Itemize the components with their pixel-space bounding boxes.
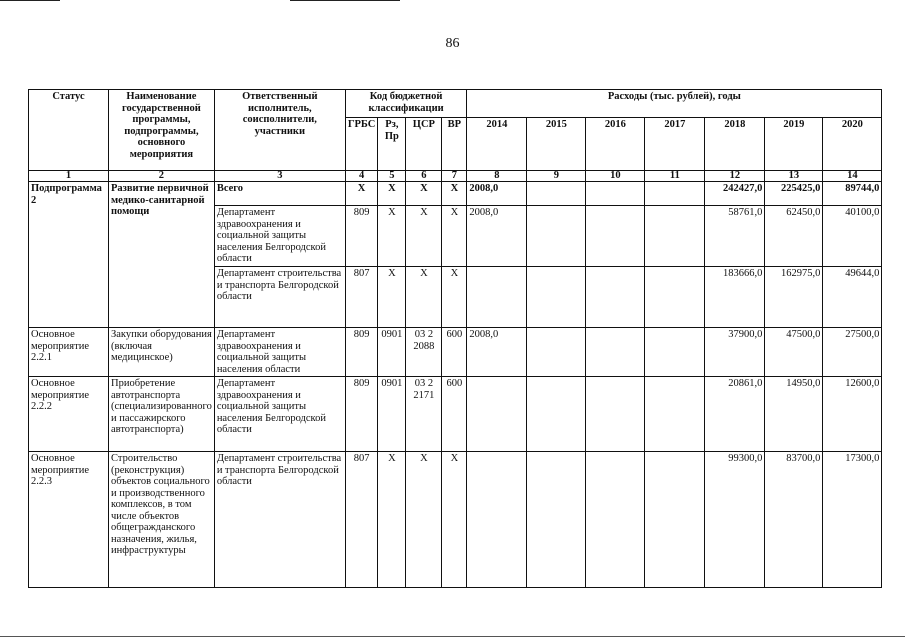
vr-cell: X [442,206,467,267]
header-year-2020: 2020 [823,118,882,171]
vr-cell: X [442,182,467,206]
table-row [29,377,882,452]
value-2018: 20861,0 [705,377,765,452]
header-year-2016: 2016 [586,118,645,171]
budget-table [28,89,882,588]
col-number: 3 [214,171,345,182]
header-rzpr: Рз, Пр [378,118,406,171]
csr-cell: X [406,452,442,588]
vr-cell: 600 [442,328,467,377]
header-expenses: Расходы (тыс. рублей), годы [467,90,882,118]
value-2020: 49644,0 [823,267,882,328]
header-year-2018: 2018 [705,118,765,171]
value-2019: 162975,0 [765,267,823,328]
vr-cell: 600 [442,377,467,452]
status-cell: Основное мероприятие 2.2.2 [29,377,109,452]
table-row [29,452,882,588]
table-row [29,328,882,377]
grbs-cell: 807 [345,267,378,328]
value-2019: 47500,0 [765,328,823,377]
col-number: 10 [586,171,645,182]
header-grbs: ГРБС [345,118,378,171]
name-cell: Строительство (реконструкция) объектов социального и производственного комплексов, в том числе объектов общегражданского назначения, жилья, инфраструктуры [109,452,215,588]
header-vr: ВР [442,118,467,171]
responsible-cell: Департамент строительства и транспорта Белгородской области [214,452,345,588]
value-2020: 27500,0 [823,328,882,377]
value-2015 [527,206,586,267]
header-name: Наименование государственной программы, подпрограммы, основного мероприятия [109,90,215,171]
status-cell: Основное мероприятие 2.2.1 [29,328,109,377]
vr-cell: X [442,267,467,328]
value-2018: 183666,0 [705,267,765,328]
value-2020: 12600,0 [823,377,882,452]
col-number: 4 [345,171,378,182]
value-2016 [586,267,645,328]
csr-cell: 03 2 2171 [406,377,442,452]
header-budget-code: Код бюджетной классификации [345,90,467,118]
value-2016 [586,206,645,267]
value-2018: 242427,0 [705,182,765,206]
value-2015 [527,328,586,377]
rzpr-cell: 0901 [378,377,406,452]
col-number: 13 [765,171,823,182]
name-cell: Приобретение автотранспорта (специализированного и пассажирского автотранспорта) [109,377,215,452]
value-2016 [586,377,645,452]
grbs-cell: 809 [345,377,378,452]
value-2020: 40100,0 [823,206,882,267]
grbs-cell: X [345,182,378,206]
col-number: 7 [442,171,467,182]
value-2017 [645,328,705,377]
responsible-cell: Департамент здравоохранения и социальной защиты населения Белгородской области [214,206,345,267]
value-2017 [645,267,705,328]
value-2019: 225425,0 [765,182,823,206]
bottom-edge-line [0,636,905,637]
csr-cell: X [406,206,442,267]
rzpr-cell: 0901 [378,328,406,377]
grbs-cell: 809 [345,328,378,377]
value-2019: 62450,0 [765,206,823,267]
rzpr-cell: X [378,267,406,328]
name-cell: Развитие первичной медико-санитарной помощи [109,182,215,328]
value-2015 [527,452,586,588]
responsible-cell: Всего [214,182,345,206]
header-responsible: Ответственный исполнитель, соисполнители, участники [214,90,345,171]
value-2017 [645,377,705,452]
responsible-cell: Департамент здравоохранения и социальной защиты населения области [214,328,345,377]
rzpr-cell: X [378,452,406,588]
col-number: 6 [406,171,442,182]
col-number: 2 [109,171,215,182]
value-2018: 37900,0 [705,328,765,377]
col-number: 9 [527,171,586,182]
col-number: 11 [645,171,705,182]
header-status: Статус [29,90,109,171]
rzpr-cell: X [378,182,406,206]
value-2018: 58761,0 [705,206,765,267]
header-year-2014: 2014 [467,118,527,171]
header-year-2017: 2017 [645,118,705,171]
header-csr: ЦСР [406,118,442,171]
value-2014: 2008,0 [467,206,527,267]
value-2017 [645,182,705,206]
value-2014: 2008,0 [467,182,527,206]
value-2014 [467,377,527,452]
value-2020: 17300,0 [823,452,882,588]
value-2019: 14950,0 [765,377,823,452]
top-edge-line-2 [290,0,400,1]
status-cell: Основное мероприятие 2.2.3 [29,452,109,588]
value-2017 [645,452,705,588]
value-2016 [586,452,645,588]
csr-cell: 03 2 2088 [406,328,442,377]
grbs-cell: 809 [345,206,378,267]
value-2018: 99300,0 [705,452,765,588]
vr-cell: X [442,452,467,588]
table-row [29,182,882,206]
value-2020: 89744,0 [823,182,882,206]
responsible-cell: Департамент здравоохранения и социальной защиты населения Белгородской области [214,377,345,452]
value-2015 [527,182,586,206]
header-year-2015: 2015 [527,118,586,171]
value-2016 [586,328,645,377]
csr-cell: X [406,182,442,206]
value-2015 [527,377,586,452]
col-number: 8 [467,171,527,182]
status-cell: Подпрограмма 2 [29,182,109,328]
rzpr-cell: X [378,206,406,267]
name-cell: Закупки оборудования (включая медицинское) [109,328,215,377]
top-edge-line [0,0,60,1]
value-2019: 83700,0 [765,452,823,588]
value-2014 [467,452,527,588]
grbs-cell: 807 [345,452,378,588]
value-2015 [527,267,586,328]
col-number: 12 [705,171,765,182]
page-number: 86 [445,36,460,51]
responsible-cell: Департамент строительства и транспорта Белгородской области [214,267,345,328]
header-year-2019: 2019 [765,118,823,171]
col-number: 1 [29,171,109,182]
value-2014: 2008,0 [467,328,527,377]
value-2014 [467,267,527,328]
csr-cell: X [406,267,442,328]
col-number: 14 [823,171,882,182]
value-2017 [645,206,705,267]
value-2016 [586,182,645,206]
col-number: 5 [378,171,406,182]
